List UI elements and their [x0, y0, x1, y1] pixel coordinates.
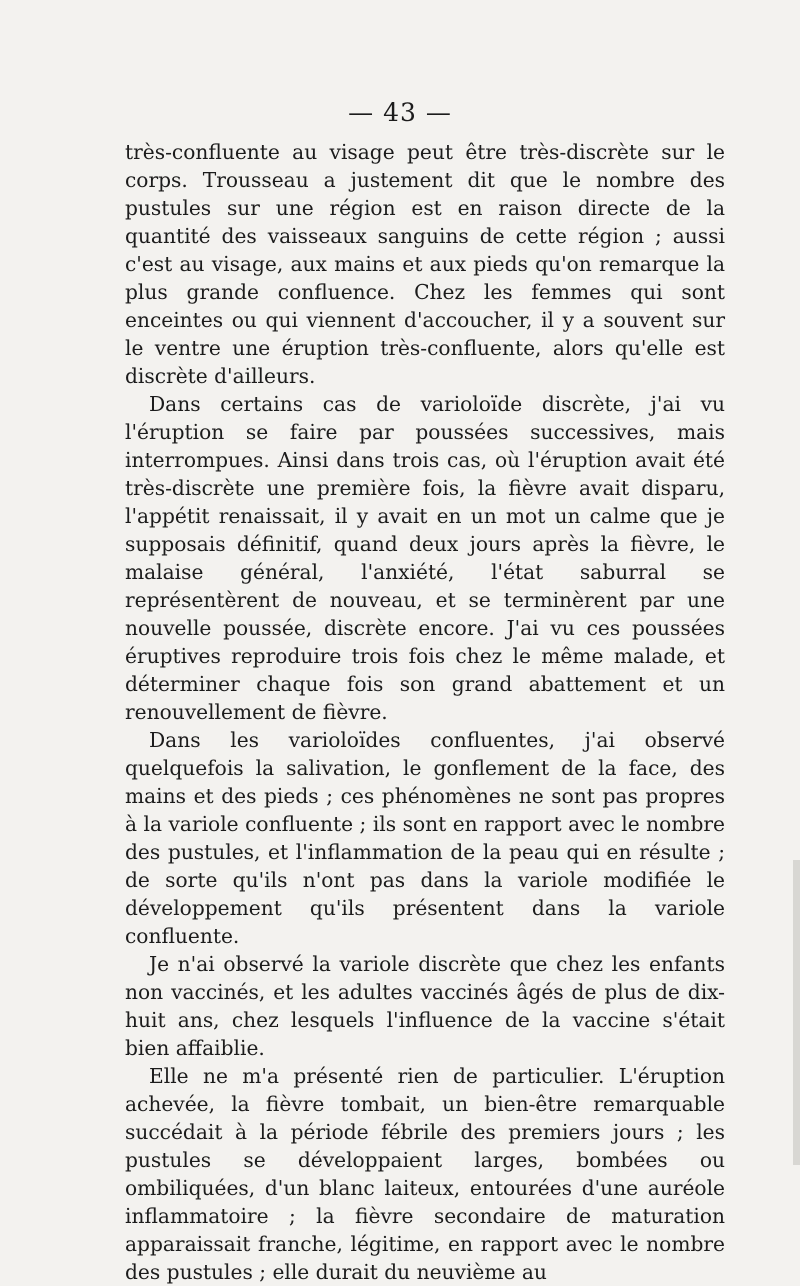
paragraph-1: très-confluente au visage peut être très-discrète sur le corps. Trousseau a justement dit que le nombre des pustules sur une région est en raison directe de la quantité des vaisseaux sanguins de cette région ; aussi c'est au visage, aux mains et aux pieds qu'on remarque la plus grande confluence. Chez les femmes qui sont enceintes ou qui viennent d'accoucher, il y a souvent sur le ventre une éruption très-confluente, alors qu'elle est discrète d'ailleurs.: [125, 140, 725, 388]
body-text: [125, 138, 725, 1286]
page-edge-shadow: [793, 860, 800, 1165]
paragraph-4: Je n'ai observé la variole discrète que chez les enfants non vaccinés, et les adultes vaccinés âgés de plus de dix-huit ans, chez lesquels l'influence de la vaccine s'était bien affaiblie.: [125, 952, 725, 1060]
paragraph-3: Dans les varioloïdes confluentes, j'ai observé quelquefois la salivation, le gonflement de la face, des mains et des pieds ; ces phénomènes ne sont pas propres à la variole confluente ; ils sont en rapport avec le nombre des pustules, et l'inflammation de la peau qui en résulte ; de sorte qu'ils n'ont pas dans la variole modifiée le développement qu'ils présentent dans la variole confluente.: [125, 728, 725, 948]
page-number: — 43 —: [348, 98, 452, 127]
paragraph-5: Elle ne m'a présenté rien de particulier. L'éruption achevée, la fièvre tombait, un bien-être remarquable succédait à la période fébrile des premiers jours ; les pustules se développaient larges, bombées ou ombiliquées, d'un blanc laiteux, entourées d'une auréole inflammatoire ; la fièvre secondaire de maturation apparaissait franche, légitime, en rapport avec le nombre des pustules ; elle durait du neuvième au: [125, 1064, 725, 1284]
paragraph-2: Dans certains cas de varioloïde discrète, j'ai vu l'éruption se faire par poussées successives, mais interrompues. Ainsi dans trois cas, où l'éruption avait été très-discrète une première fois, la fièvre avait disparu, l'appétit renaissait, il y avait en un mot un calme que je supposais définitif, quand deux jours après la fièvre, le malaise général, l'anxiété, l'état saburral se représentèrent de nouveau, et se terminèrent par une nouvelle poussée, discrète encore. J'ai vu ces poussées éruptives reproduire trois fois chez le même malade, et déterminer chaque fois son grand abattement et un renouvellement de fièvre.: [125, 392, 725, 724]
